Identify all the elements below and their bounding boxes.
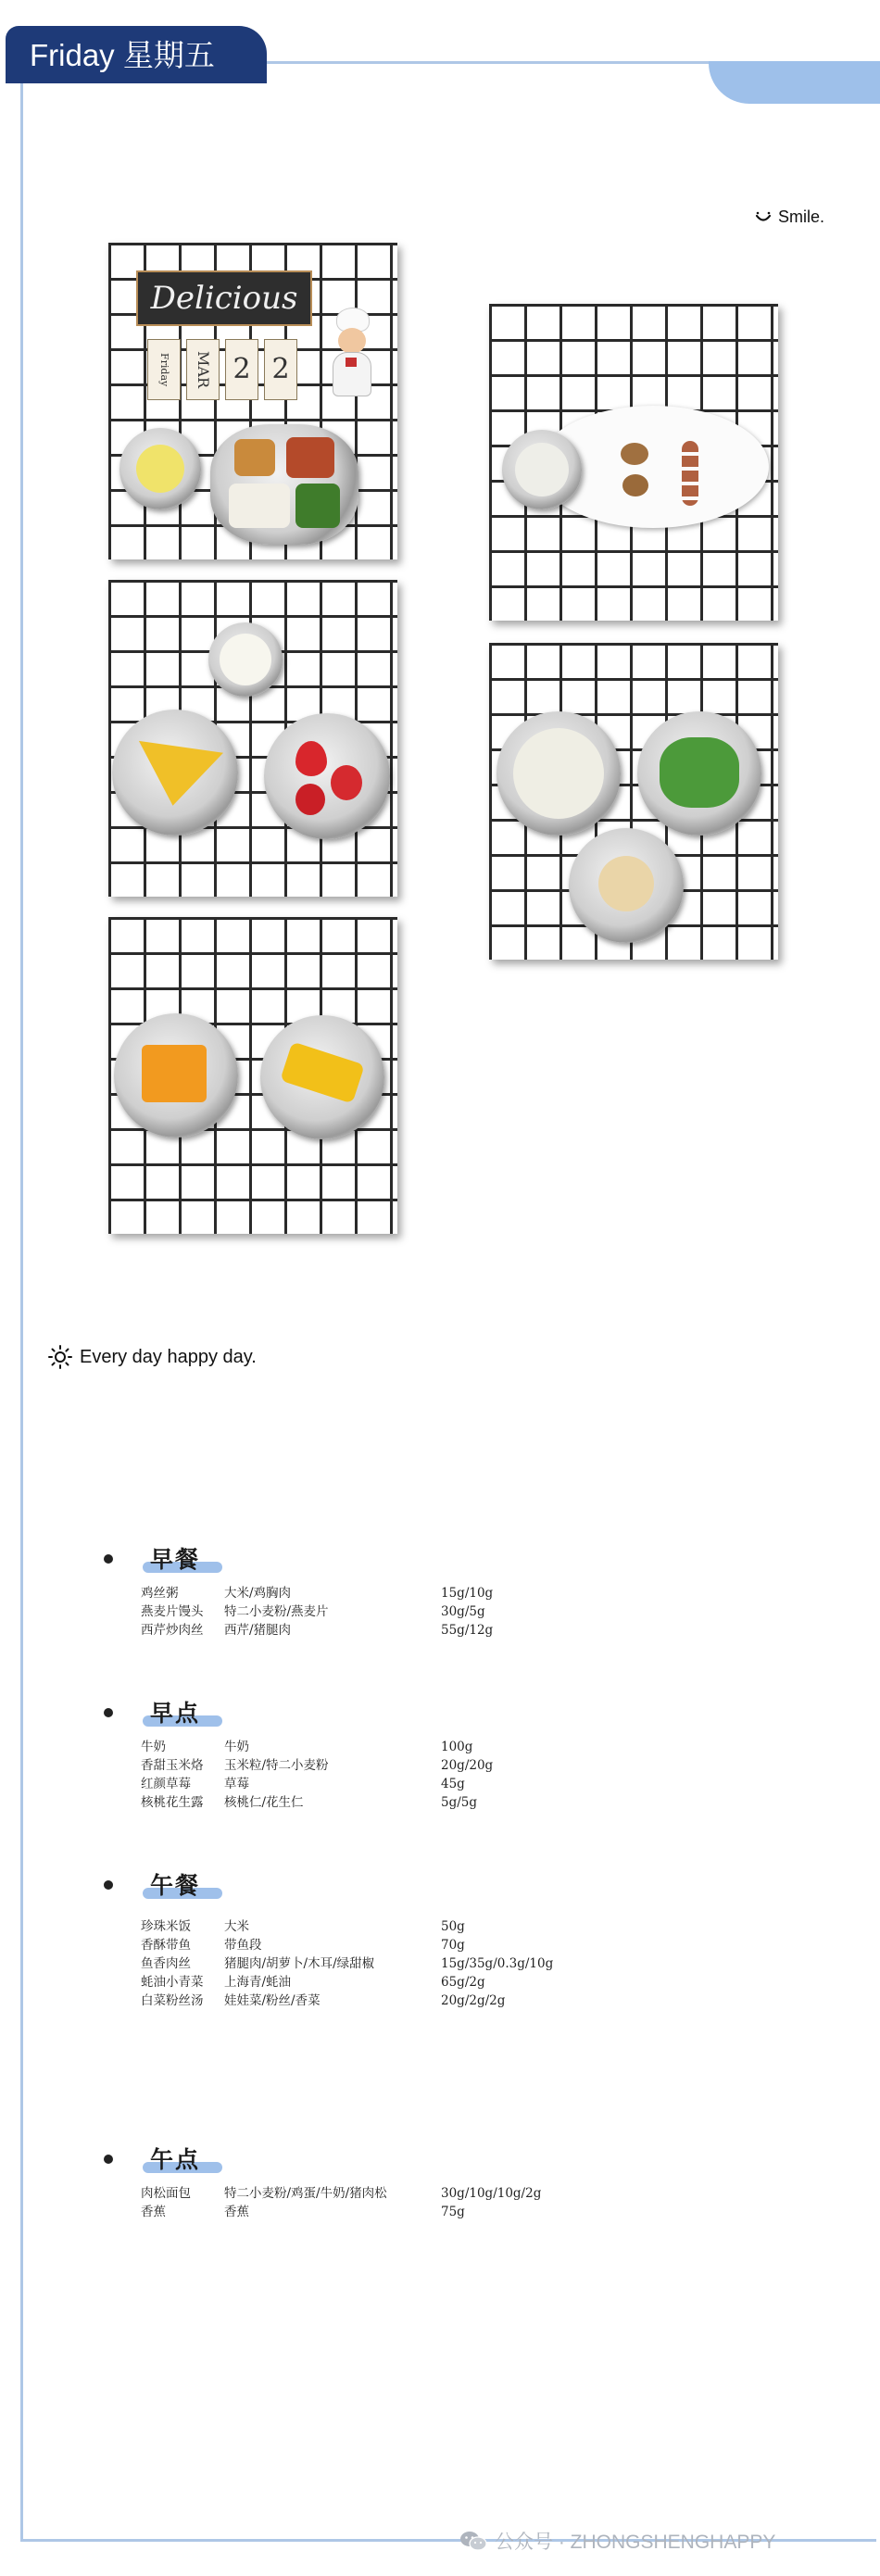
ingredients: 特二小麦粉/鸡蛋/牛奶/猪肉松 [224, 2186, 387, 2201]
ingredients: 玉米粒/特二小麦粉 [224, 1758, 329, 1773]
smile-text: Smile. [778, 207, 825, 226]
chef-figure [327, 308, 375, 396]
corn-cake-plate [112, 710, 238, 836]
table-row [141, 1602, 771, 1621]
section-morning-snack [104, 1693, 771, 1812]
section-lunch [104, 1866, 771, 2010]
table-row [141, 1621, 771, 1640]
amount: 65g/2g [441, 1975, 485, 1990]
amount: 15g/35g/0.3g/10g [441, 1956, 554, 1971]
section-breakfast [104, 1539, 771, 1640]
date-tag-digit-1: 2 [225, 339, 258, 400]
date-tag-digit-2: 2 [264, 339, 297, 400]
section-title: 早餐 [150, 1546, 201, 1573]
dish-name: 白菜粉丝汤 [141, 1993, 204, 2008]
ingredients: 大米 [224, 1919, 249, 1934]
dish-name: 核桃花生露 [141, 1795, 204, 1810]
section-title: 午点 [150, 2146, 201, 2173]
table-row [141, 1775, 771, 1793]
ingredients: 上海青/蚝油 [224, 1975, 292, 1990]
ingredients: 核桃仁/花生仁 [224, 1795, 304, 1810]
section-title: 午餐 [150, 1872, 201, 1899]
footer-text: 公众号 · ZHONGSHENGHAPPY [495, 2532, 776, 2553]
dish-name: 珍珠米饭 [141, 1919, 191, 1934]
amount: 20g/20g [441, 1758, 494, 1773]
ingredients: 牛奶 [224, 1740, 249, 1754]
table-row [141, 1793, 771, 1812]
dish-name: 香酥带鱼 [141, 1938, 191, 1953]
amount: 30g/10g/10g/2g [441, 2186, 542, 2201]
ingredients: 猪腿肉/胡萝卜/木耳/绿甜椒 [224, 1956, 375, 1971]
dish-name: 燕麦片馒头 [141, 1604, 204, 1619]
corner-tab [709, 61, 880, 104]
photo-lunch-set [108, 243, 397, 559]
dish-name: 蚝油小青菜 [141, 1975, 204, 1990]
ingredients: 特二小麦粉/燕麦片 [224, 1604, 329, 1619]
table-row [141, 1992, 771, 2010]
ingredients: 草莓 [224, 1777, 249, 1791]
amount: 100g [441, 1740, 473, 1754]
milk-cup [208, 622, 283, 697]
amount: 15g/10g [441, 1586, 494, 1601]
ingredients: 香蕉 [224, 2205, 249, 2219]
amount: 30g/5g [441, 1604, 485, 1619]
lunch-plate [210, 424, 358, 545]
delicious-sign: Delicious [136, 270, 312, 326]
table-row [141, 1584, 771, 1602]
ingredients: 大米/鸡胸肉 [224, 1586, 292, 1601]
table-row [141, 1738, 771, 1756]
footer-watermark [459, 2527, 775, 2555]
bullet-dot [104, 2155, 113, 2164]
dish-name: 西芹炒肉丝 [141, 1623, 204, 1638]
strawberry-plate [264, 713, 390, 839]
photo-walnut-peanut [489, 304, 778, 621]
amount: 5g/5g [441, 1795, 478, 1810]
table-row [141, 2184, 771, 2203]
amount: 20g/2g/2g [441, 1993, 506, 2008]
table-row [141, 2203, 771, 2221]
dish-name: 鸡丝粥 [141, 1586, 179, 1601]
soup-bowl [119, 428, 201, 509]
photo-porridge-set [489, 643, 778, 960]
ingredients: 带鱼段 [224, 1938, 262, 1953]
dish-name: 肉松面包 [141, 2186, 191, 2201]
amount: 45g [441, 1777, 465, 1791]
photo-morning-snack [108, 580, 397, 897]
ingredients: 娃娃菜/粉丝/香菜 [224, 1993, 321, 2008]
bullet-dot [104, 1554, 113, 1564]
walnuts [621, 443, 648, 465]
smile-icon [754, 208, 773, 227]
bullet-dot [104, 1880, 113, 1890]
date-tag-day: Friday [147, 339, 181, 400]
smile-label [754, 207, 824, 227]
section-title: 早点 [150, 1700, 201, 1727]
drink-cup [502, 430, 582, 509]
table-row [141, 1973, 771, 1992]
dish-name: 牛奶 [141, 1740, 166, 1754]
porridge-bowl [497, 711, 621, 836]
dish-name: 红颜草莓 [141, 1777, 191, 1791]
table-row [141, 1936, 771, 1954]
peanuts [682, 441, 698, 506]
wechat-icon [459, 2530, 487, 2552]
photo-tofu-dessert [108, 917, 397, 1234]
table-row [141, 1954, 771, 1973]
dessert-plate [260, 1015, 384, 1139]
amount: 55g/12g [441, 1623, 494, 1638]
celery-plate [637, 711, 761, 836]
date-tag-month: MAR [186, 339, 220, 400]
table-row [141, 1917, 771, 1936]
tofu-plate [114, 1013, 238, 1137]
section-afternoon-snack [104, 2140, 771, 2221]
table-row [141, 1756, 771, 1775]
amount: 75g [441, 2205, 465, 2219]
bun-plate [569, 828, 684, 943]
amount: 50g [441, 1919, 465, 1934]
everyday-text: Every day happy day. [80, 1346, 257, 1367]
ingredients: 西芹/猪腿肉 [224, 1623, 292, 1638]
everyday-label [48, 1345, 257, 1369]
page-title: Friday 星期五 [30, 38, 215, 72]
amount: 70g [441, 1938, 465, 1953]
sun-icon [48, 1345, 72, 1369]
bullet-dot [104, 1708, 113, 1717]
dish-name: 香甜玉米烙 [141, 1758, 204, 1773]
dish-name: 香蕉 [141, 2205, 166, 2219]
dish-name: 鱼香肉丝 [141, 1956, 191, 1971]
